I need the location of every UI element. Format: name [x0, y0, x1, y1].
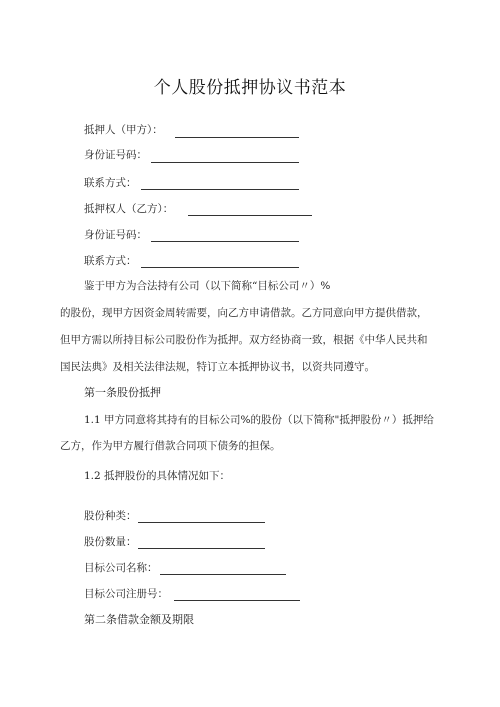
intro-line: 鉴于甲方为合法持有公司（以下简称“目标公司〃）% [84, 280, 331, 292]
share-quantity-label: 股份数量： [84, 536, 137, 548]
article-1-heading: 第一条股份抵押 [84, 386, 161, 399]
pledgor-blank-line [175, 137, 299, 138]
intro-line: 国民法典》及相关法律法规，特订立本抵押协议书，以资共同遵守。 [60, 361, 375, 373]
intro-line: 但甲方需以所持目标公司股份作为抵押。双方经协商一致，根据《中华人民共和 [60, 334, 428, 346]
document-title: 个人股份抵押协议书范本 [153, 78, 347, 98]
target-company-reg-label: 目标公司注册号： [84, 588, 168, 600]
target-company-reg-blank-line [174, 600, 300, 601]
pledgor-label: 抵押人（甲方）： [84, 124, 163, 136]
pledgor-contact-label: 联系方式： [84, 177, 137, 189]
pledgee-blank-line [188, 215, 312, 216]
share-type-label: 股份种类： [84, 510, 137, 522]
target-company-name-label: 目标公司名称： [84, 562, 158, 574]
pledgee-id-blank-line [151, 241, 299, 242]
clause-1-2: 1.2 抵押股份的具体情况如下： [84, 470, 231, 482]
pledgee-id-label: 身份证号码： [84, 229, 147, 241]
pledgee-label: 抵押权人（乙方）： [84, 203, 174, 215]
intro-line: 的股份，现甲方因资金周转需要，向乙方申请借款。乙方同意向甲方提供借款， [60, 307, 428, 319]
article-2-heading: 第二条借款金额及期限 [84, 613, 194, 626]
pledgee-contact-blank-line [141, 267, 299, 268]
share-type-blank-line [138, 522, 265, 523]
pledgor-contact-blank-line [141, 189, 299, 190]
target-company-name-blank-line [160, 574, 286, 575]
pledgor-id-blank-line [151, 162, 299, 163]
pledgee-contact-label: 联系方式： [84, 255, 137, 267]
clause-1-1-line: 1.1 甲方同意将其持有的目标公司%的股份（以下简称"抵押股份〃）抵押给 [84, 414, 434, 426]
share-quantity-blank-line [138, 548, 265, 549]
clause-1-1-line: 乙方，作为甲方履行借款合同项下债务的担保。 [60, 440, 281, 452]
pledgor-id-label: 身份证号码： [84, 149, 147, 161]
